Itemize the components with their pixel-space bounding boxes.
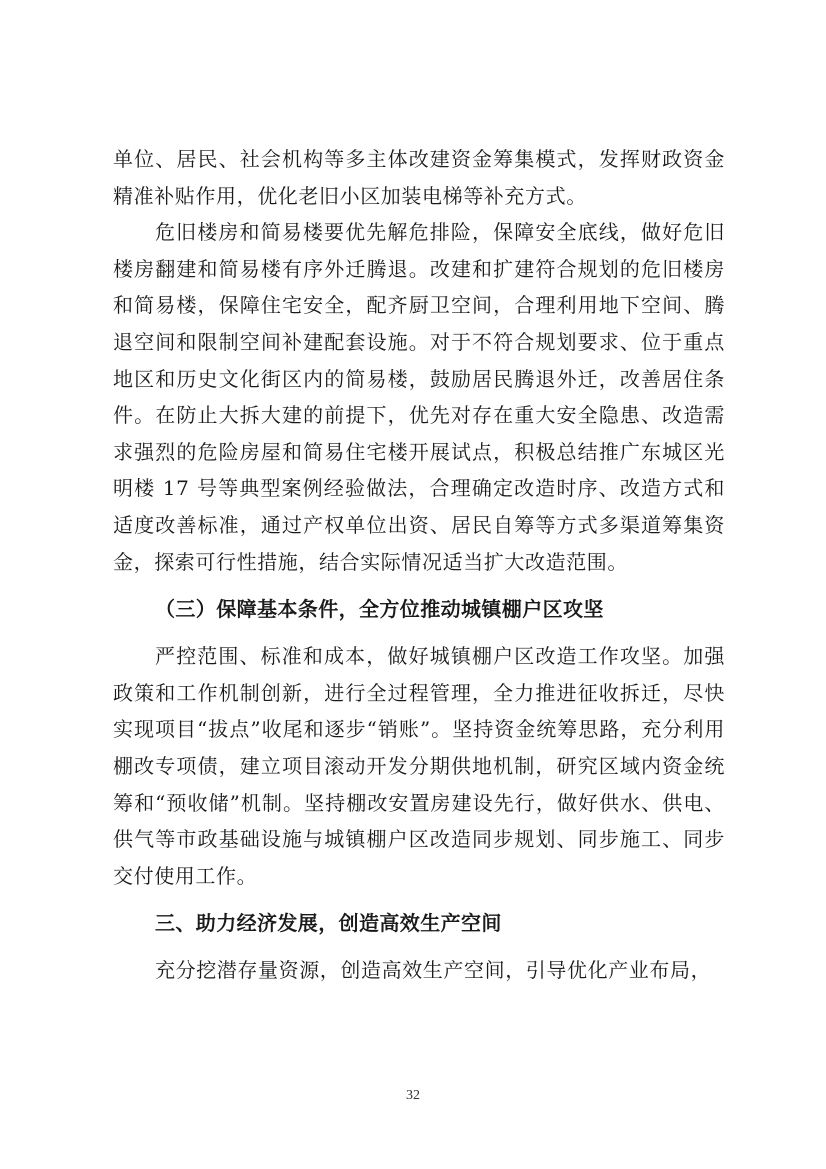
page-number: 32	[406, 1088, 420, 1103]
section-heading-3: （三）保障基本条件，全方位推动城镇棚户区攻坚	[155, 597, 604, 622]
paragraph-continued: 单位、居民、社会机构等多主体改建资金筹集模式，发挥财政资金精准补贴作用，优化老旧小区加装电梯等补充方式。	[113, 147, 725, 208]
paragraph-dangerous-buildings: 危旧楼房和简易楼要优先解危排险，保障安全底线，做好危旧楼房翻建和简易楼有序外迁腾退。改建和扩建符合规划的危旧楼房和简易楼，保障住宅安全，配齐厨卫空间，合理利用地下空间、腾退空间和限制空间补建配套设施。对于不符合规划要求、位于重点地区和历史文化街区内的简易楼，鼓励居民腾退外迁，改善居住条件。在防止大拆大建的前提下，优先对存在重大安全隐患、改造需求强烈的危险房屋和简易住宅楼开展试点，积极总结推广东城区光明楼 17 号等典型案例经验做法，合理确定改造时序、改造方式和适度改善标准，通过产权单位出资、居民自筹等方式多渠道筹集资金，探索可行性措施，结合实际情况适当扩大改造范围。	[113, 220, 725, 574]
paragraph-economy: 充分挖潜存量资源，创造高效生产空间，引导优化产业布局，	[155, 958, 712, 983]
chapter-heading-3: 三、助力经济发展，创造高效生产空间	[155, 911, 502, 936]
document-page	[113, 141, 725, 989]
paragraph-shantytown: 严控范围、标准和成本，做好城镇棚户区改造工作攻坚。加强政策和工作机制创新，进行全过程管理，全力推进征收拆迁，尽快实现项目“拔点”收尾和逐步“销账”。坚持资金统筹思路，充分利用棚改专项债，建立项目滚动开发分期供地机制，研究区域内资金统筹和“预收储”机制。坚持棚改安置房建设先行，做好供水、供电、供气等市政基础设施与城镇棚户区改造同步规划、同步施工、同步交付使用工作。	[113, 644, 725, 888]
